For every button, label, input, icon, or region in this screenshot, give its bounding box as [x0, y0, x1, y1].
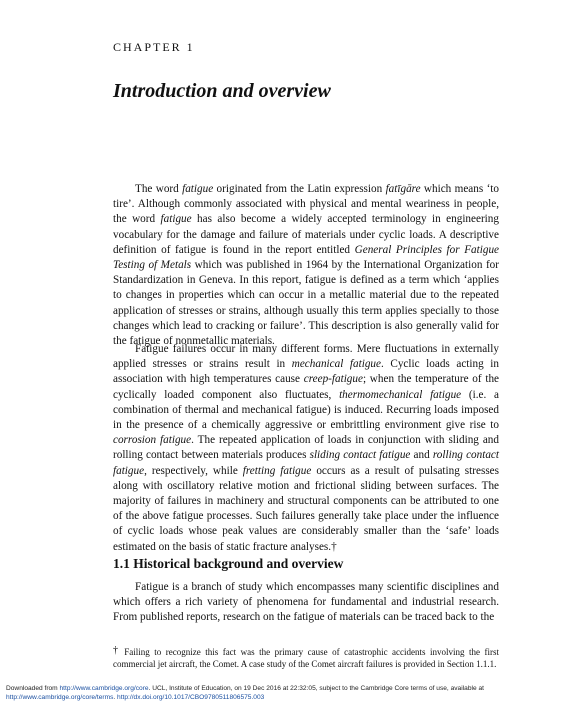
text-run: (i.e. a combination of thermal and mechanical fatigue) is induced. Recurring loads imposed in the presence of a chemically aggressive or embrittling environment give rise to — [113, 388, 500, 432]
italic-term: fatīgāre — [385, 183, 421, 195]
text-run: occurs as a result of pulsating stresses along with oscillatory relative motion and frictional sliding between surfaces. The majority of failures in machinery and structural components can be attributed to one of the above fatigue processes. Such failures generally take place under the influence of cyclic loads whose peak values are considerably smaller than the ‘safe’ loads estimated on the basis of static fracture analyses.† — [113, 464, 499, 553]
download-prefix: Downloaded from — [6, 685, 60, 692]
paragraph-1 — [113, 182, 499, 349]
footnote-mark: † — [113, 645, 121, 656]
text-run: has also become a widely accepted terminology in engineering vocabulary for the damage and failure of materials under cyclic loads. A descriptive definition of fatigue is found in the report entitled — [113, 213, 499, 256]
italic-term: mechanical fatigue — [291, 358, 381, 371]
terms-link[interactable]: http://www.cambridge.org/core/terms — [6, 694, 114, 701]
section-heading: 1.1 Historical background and overview — [113, 556, 344, 571]
text-run: and — [410, 449, 433, 462]
italic-term: creep-fatigue — [303, 373, 363, 386]
text-run: originated from the Latin expression — [213, 183, 386, 195]
cambridge-core-link[interactable]: http://www.cambridge.org/core — [59, 685, 149, 692]
download-middle: . UCL, Institute of Education, on 19 Dec 2016 at 22:32:05, subject to the Cambridge Core terms of use, available at — [148, 685, 484, 692]
italic-term: thermomechanical fatigue — [339, 388, 462, 401]
text-run: . The repeated application of loads in conjunction with sliding and rolling contact between materials produces — [113, 434, 499, 462]
paragraph-2-text — [113, 342, 499, 555]
paragraph-1-text — [113, 182, 499, 349]
italic-term: rolling contact fatigue — [113, 449, 499, 477]
text-run: which was published in 1964 by the International Organization for Standardization in Geneva. In this report, fatigue is defined as a term which ‘applies to changes in properties which can occur in a metallic material due to the repeated application of stresses or strains, although usually this term applies specially to those changes which lead to cracking or failure’. This description is also generally valid for the fatigue of nonmetallic materials. — [113, 259, 500, 348]
italic-report-title: General Principles for Fatigue Testing of Metals — [113, 243, 500, 272]
footnote-text: Failing to recognize this fact was the primary cause of catastrophic accidents involving the first commercial jet aircraft, the Comet. A case study of the Comet aircraft failures is provided in Section 1.1.1. — [113, 647, 500, 669]
doi-link[interactable]: http://dx.doi.org/10.1017/CBO9780511806575.003 — [117, 694, 265, 701]
italic-term: sliding contact fatigue — [309, 449, 411, 462]
italic-term: corrosion fatigue — [113, 434, 192, 447]
italic-term: fatigue — [182, 183, 214, 195]
text-run: ; when the temperature of the cyclically loaded component also fluctuates, — [113, 373, 500, 401]
text-run: Fatigue failures occur in many different forms. Mere fluctuations in externally applied stresses or strains result in — [113, 343, 499, 371]
chapter-label: CHAPTER 1 — [113, 40, 195, 54]
footnote — [113, 645, 499, 670]
text-run: which means ‘to tire’. Although commonly associated with physical and mental weariness in people, the word — [113, 183, 499, 226]
italic-term: fatigue — [160, 213, 192, 226]
download-notice — [6, 684, 566, 702]
chapter-title: Introduction and overview — [113, 80, 331, 102]
text-run: The word — [135, 183, 183, 195]
text-run: , respectively, while — [144, 464, 243, 477]
text-run: . Cyclic loads acting in association with high temperatures cause — [113, 358, 500, 386]
paragraph-3-text: Fatigue is a branch of study which encompasses many scientific disciplines and which offers a rich variety of phenomena for fundamental and industrial research. From published reports, research on the fatigue of materials can be traced back to the — [113, 581, 499, 624]
italic-term: fretting fatigue — [242, 464, 312, 477]
paragraph-3 — [113, 580, 499, 626]
paragraph-2 — [113, 342, 499, 555]
download-separator: . — [113, 694, 118, 701]
